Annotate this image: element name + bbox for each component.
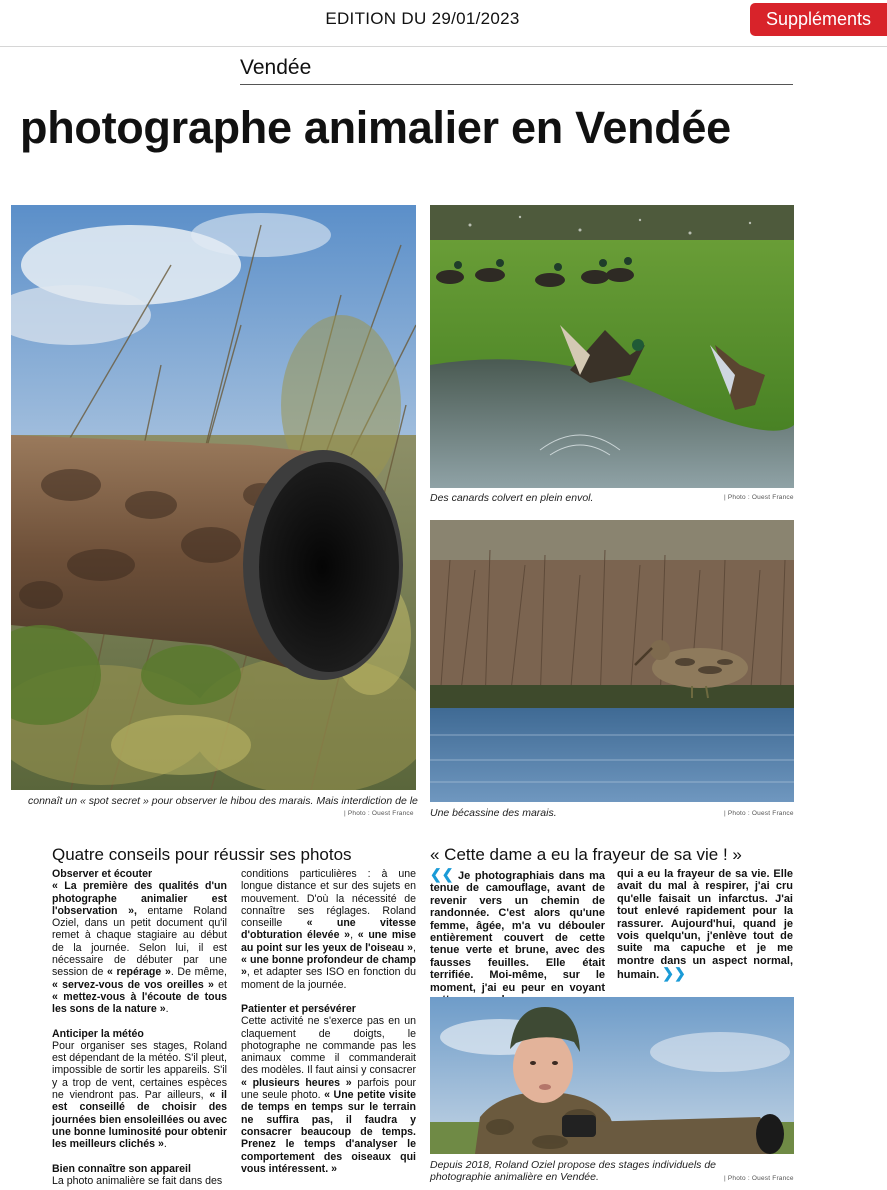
photo-snipe[interactable]	[430, 520, 794, 802]
portrait-image	[430, 997, 794, 1154]
camouflage-lens-image	[11, 205, 416, 790]
top-bar	[0, 0, 887, 47]
credit-photographer: | Photo : Ouest France	[344, 810, 414, 817]
caption-portrait: Depuis 2018, Roland Oziel propose des stages individuels de photographie animalière en Vendée.	[430, 1159, 717, 1183]
credit-portrait: | Photo : Ouest France	[724, 1175, 794, 1182]
section-divider	[240, 84, 793, 85]
paragraph-settings: conditions particulières : à une longue distance et sur des sujets en mouvement. D'où la nécessité de connaître ses réglages. Roland conseille « une vitesse d'obturation élevée », « une mise au point sur les yeux de l'oiseau », « une bonne profondeur de champ », et adapter ses ISO en fonction du moment de la journée.	[241, 868, 416, 991]
heading-camera: Bien connaître son appareil	[52, 1162, 191, 1175]
snipe-image	[430, 520, 794, 802]
quote-column-2: qui a eu la frayeur de sa vie. Elle avait du mal à respirer, j'ai cru qu'elle faisait un infarctus. J'ai tout enlevé rapidement pour la rassurer. Aujourd'hui, quand je vois quelqu'un, j'enlève tout de suite ma capuche et je me montre dans un aspect normal, humain. ❯❯	[617, 868, 793, 982]
quote-column-1: ❮❮ Je photographiais dans ma tenue de camouflage, avant de revenir vers un chemin de randonnée. C'est alors qu'une femme, âgée, m'a vu débouler entièrement couvert de cette tenue verte et brune, avec des fausses feuilles. Elle était terrifiée. Moi-même, sur le moment, j'ai eu peur en voyant	[430, 866, 606, 994]
credit-ducks: | Photo : Ouest France	[724, 494, 794, 501]
heading-weather: Anticiper la météo	[52, 1027, 144, 1040]
paragraph-patience: Cette activité ne s'exerce pas en un claquement de doigts, le photographe ne commande pas les animaux comme il commanderait des modèles. Il faut ainsi y consacrer « plusieurs heures » parfois pour une seule photo. « Une petite visite de temps en temps sur le terrain ne suffira pas, il faudra y consacrer beaucoup de temps. Prenez le temps d'analyser le comportement des oiseaux qui vous intéressent. »	[241, 1015, 417, 1175]
article-headline: photographe animalier en Vendée	[20, 102, 731, 153]
article-left-column-2	[241, 868, 416, 1175]
heading-patience: Patienter et persévérer	[241, 1002, 356, 1015]
caption-photographer: connaît un « spot secret » pour observer le hibou des marais. Mais interdiction de le	[28, 795, 418, 807]
photo-roland-oziel[interactable]	[430, 997, 794, 1154]
credit-snipe: | Photo : Ouest France	[724, 810, 794, 817]
paragraph-observe: « La première des qualités d'un photographe animalier est l'observation », entame Roland Oziel, dans un petit document qu'il remet à chaque stagiaire au début de la journée. Selon lui, il est nécessaire de débuter par une session de « repérage ». De même, « servez-vous de vos oreilles » et « mettez-vous à l'écoute de tous les sons de la nature ».	[52, 880, 227, 1016]
open-quote-icon: ❮❮	[430, 866, 454, 882]
close-quote-icon: ❯❯	[662, 965, 686, 982]
ducks-image	[430, 205, 794, 488]
subtitle-quote: « Cette dame a eu la frayeur de sa vie ! »	[430, 845, 742, 864]
article-left-column-1	[52, 868, 227, 1187]
paragraph-camera: La photo animalière se fait dans des	[52, 1174, 223, 1187]
edition-date: EDITION DU 29/01/2023	[325, 9, 520, 28]
caption-snipe: Une bécassine des marais.	[430, 807, 557, 819]
subtitle-four-tips: Quatre conseils pour réussir ses photos	[52, 845, 352, 864]
caption-ducks: Des canards colvert en plein envol.	[430, 492, 594, 504]
supplements-button[interactable]: Suppléments	[750, 3, 887, 36]
photo-ducks[interactable]	[430, 205, 794, 488]
paragraph-weather: Pour organiser ses stages, Roland est dépendant de la météo. S'il pleut, impossible de sortir les appareils. S'il y a trop de vent, certaines espèces ne viendront pas. Par ailleurs, « il est conseillé de choisir des journées bien ensoleillées ou avec une bonne luminosité pour obtenir les meilleurs clichés ».	[52, 1039, 227, 1151]
heading-observe: Observer et écouter	[52, 868, 153, 880]
section-label: Vendée	[240, 56, 312, 79]
photo-photographer-lens[interactable]	[11, 205, 416, 790]
